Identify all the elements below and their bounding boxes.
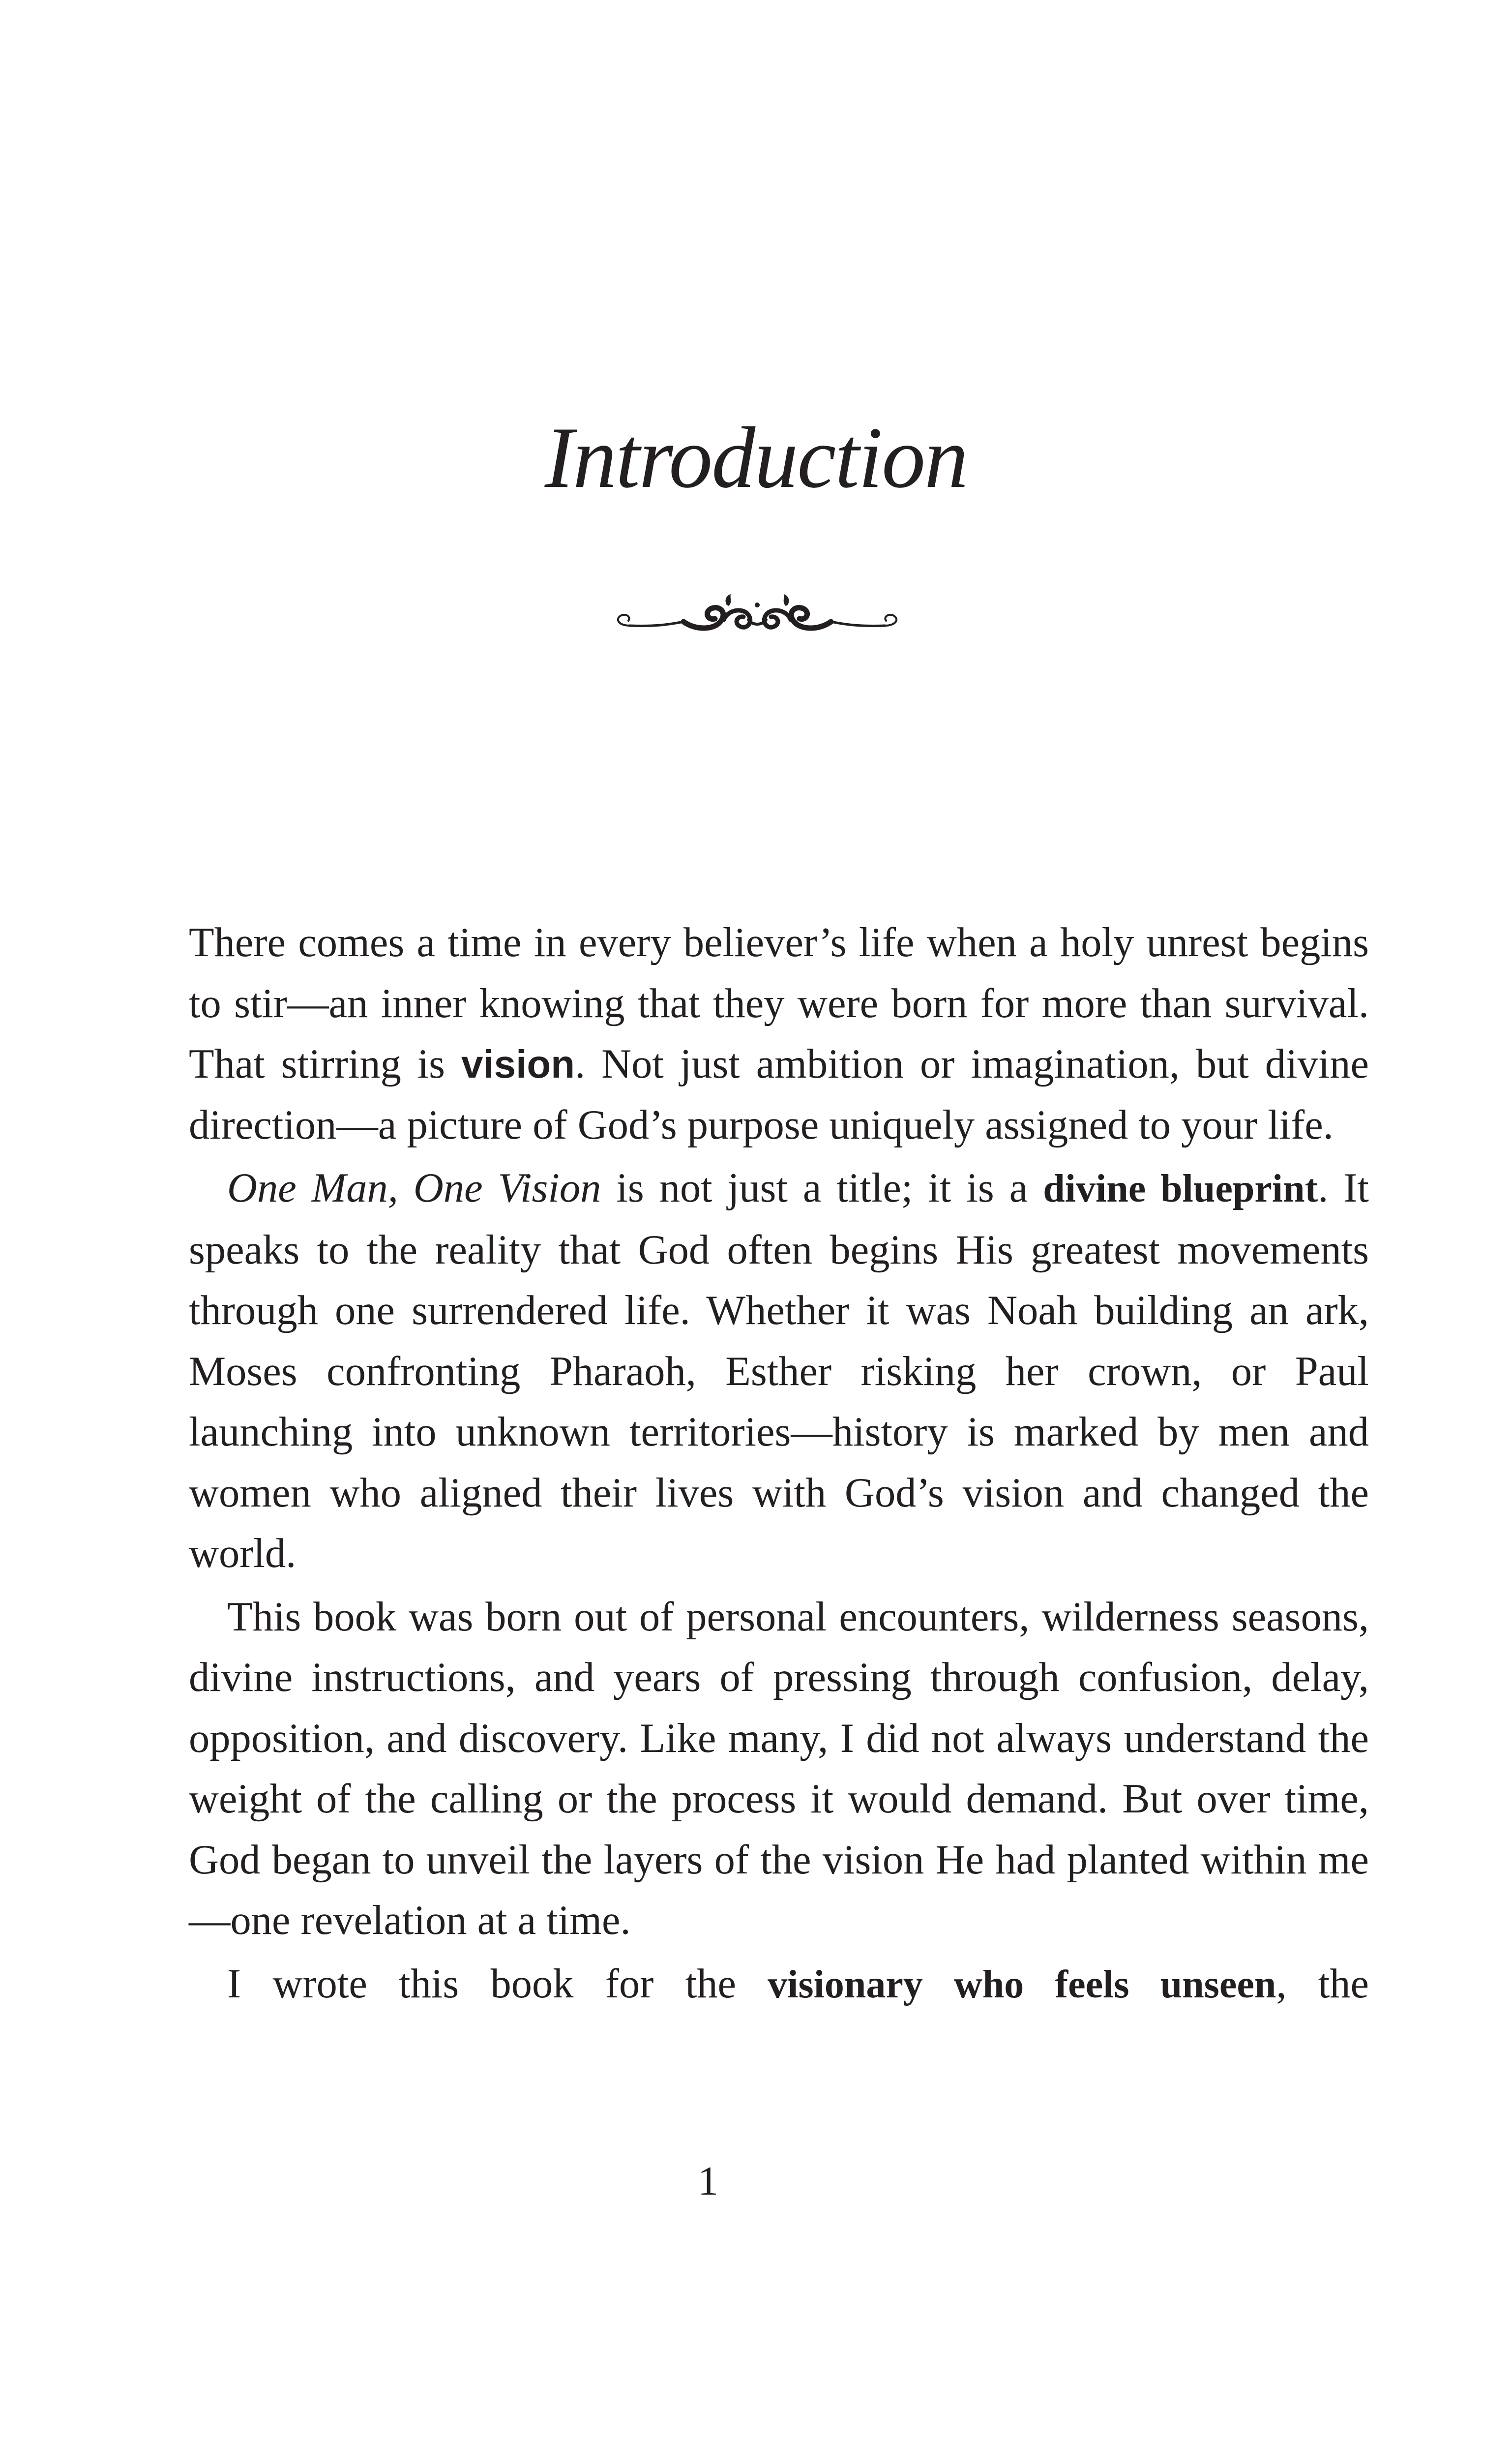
paragraph-text: There comes a time in every believer’s life when a holy unrest begins to stir—an inner knowing that they were born for more than survival. That stirring is [189, 920, 1369, 1087]
paragraph-1 [189, 912, 1369, 1155]
introduction-body [189, 912, 1369, 2015]
emphasis-vision: vision [461, 1042, 575, 1086]
paragraph-text: . It speaks to the reality that God often begins His greatest movements through one surrendered life. Whether it was Noah building an ark, Moses confronting Pharaoh, Esther risking her crown, or Paul launching into unknown territories—history is marked by men and women who aligned their lives with God’s vision and changed the world. [189, 1165, 1369, 1576]
flourish-divider-icon [610, 585, 905, 644]
paragraph-4 [189, 1954, 1369, 2016]
paragraph-text: . Not just ambition or imagination, but divine direction—a picture of God’s purpose uniquely assigned to your life. [189, 1041, 1369, 1148]
emphasis-visionary: visionary who feels unseen [768, 1962, 1276, 2006]
paragraph-2 [189, 1158, 1369, 1584]
paragraph-3 [189, 1587, 1369, 1951]
paragraph-text: is not just a title; it is a [601, 1165, 1043, 1211]
paragraph-text: This book was born out of personal encounters, wilderness seasons, divine instructions, and years of pressing through confusion, delay, opposition, and discovery. Like many, I did not always understand the weight of the calling or the process it would demand. But over time, God began to unveil the layers of the vision He had planted within me—one revelation at a time. [189, 1594, 1369, 1943]
page-number: 1 [698, 2158, 718, 2204]
paragraph-text: , the [1276, 1960, 1369, 2007]
emphasis-divine-blueprint: divine blueprint [1043, 1167, 1318, 1210]
chapter-title: Introduction [544, 409, 968, 506]
book-title-italic: One Man, One Vision [227, 1165, 601, 1211]
paragraph-text: I wrote this book for the [227, 1960, 768, 2007]
